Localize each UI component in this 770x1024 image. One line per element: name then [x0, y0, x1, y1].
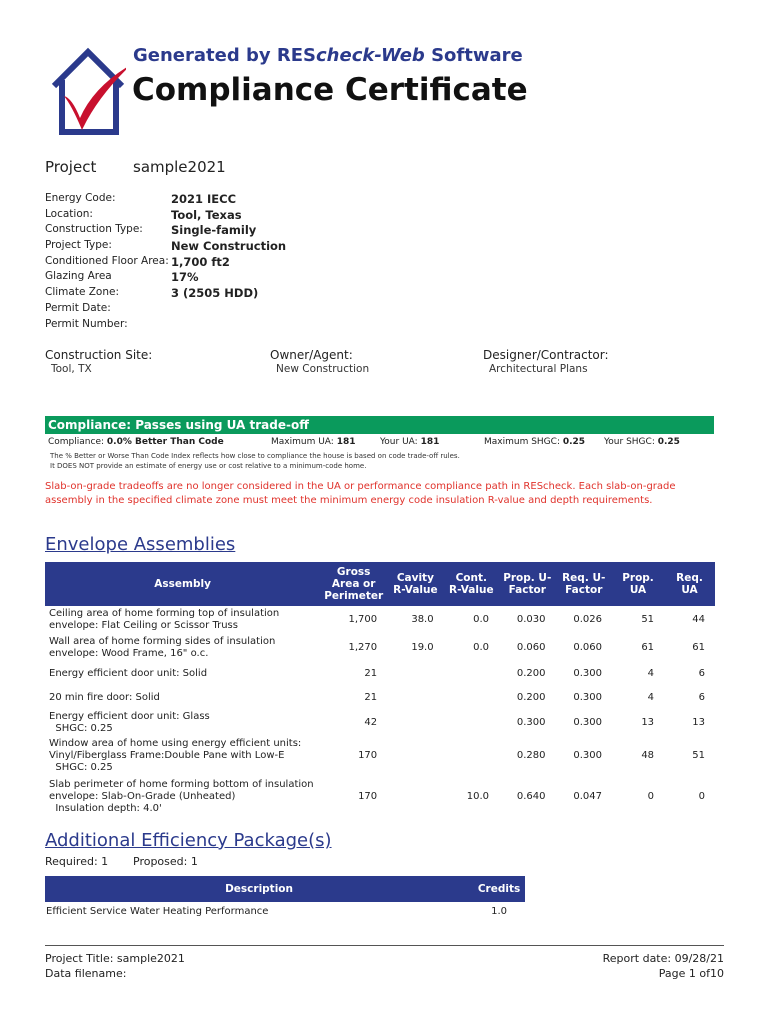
- info-row: [45, 223, 286, 239]
- assembly-line: Window area of home using energy efficient units:: [49, 738, 302, 749]
- table-row: [45, 606, 715, 634]
- cell-cont: [444, 686, 499, 710]
- your-shgc: Your SHGC: 0.25: [604, 437, 680, 447]
- assembly-line: envelope: Slab-On-Grade (Unheated): [49, 791, 236, 802]
- rescheck-logo-icon: [50, 46, 126, 136]
- cell-prop-ua: 61: [641, 642, 655, 653]
- footer-data-filename: Data filename:: [45, 967, 127, 980]
- table-row: [45, 710, 715, 736]
- cell-prop-u: 0.300: [516, 717, 546, 728]
- cell-area: 21: [364, 692, 378, 703]
- cell-prop-u: 0.640: [516, 791, 546, 802]
- cell-cavity: [387, 736, 443, 776]
- maximum-shgc: Maximum SHGC: 0.25: [484, 437, 586, 447]
- info-value: Single-family: [171, 223, 257, 238]
- cell-prop-u: 0.280: [516, 750, 546, 761]
- owner-agent-value: New Construction: [276, 363, 370, 375]
- assembly-line: Energy efficient door unit: Glass: [49, 711, 210, 722]
- cell-req-u: 0.047: [573, 791, 602, 802]
- table-row: [45, 776, 715, 818]
- compliance-note: The % Better or Worse Than Code Index reflects how close to compliance the house is based on code trade-off rules. It DOES NOT provide an estimate of energy use or cost relative to a minimum-code home.: [50, 452, 460, 470]
- cell-cavity: [387, 710, 443, 736]
- table-row: [45, 634, 715, 662]
- cell-req-ua: 6: [698, 668, 705, 679]
- assembly-line: Wall area of home forming sides of insulation: [49, 636, 276, 647]
- designer-contractor-value: Architectural Plans: [489, 363, 588, 375]
- cell-cont: 0.0: [473, 642, 490, 653]
- cell-prop-u: 0.060: [516, 642, 546, 653]
- cell-req-u: 0.060: [573, 642, 602, 653]
- assembly-description: [45, 776, 320, 818]
- required-count: Required: 1: [45, 855, 109, 868]
- info-value: 2021 IECC: [171, 192, 237, 206]
- your-ua: Your UA: 181: [380, 437, 440, 447]
- cell-cavity: [387, 686, 443, 710]
- footer-report-date: Report date: 09/28/21: [602, 952, 724, 965]
- cell-req-u: 0.300: [573, 668, 602, 679]
- assembly-line: SHGC: 0.25: [49, 723, 113, 734]
- cell-area: 1,270: [348, 642, 378, 653]
- cell-prop-ua: 0: [647, 791, 655, 802]
- assembly-description: [45, 686, 320, 710]
- info-row: [45, 255, 286, 271]
- cell-cavity: 38.0: [411, 614, 434, 625]
- generated-by-text: Generated by REScheck-Web Software: [133, 45, 523, 66]
- assembly-line: SHGC: 0.25: [49, 762, 113, 773]
- cell-area: 1,700: [348, 614, 378, 625]
- cell-cont: 0.0: [473, 614, 490, 625]
- assembly-line: Slab perimeter of home forming bottom of insulation: [49, 779, 314, 790]
- cell-req-ua: 6: [698, 692, 705, 703]
- info-value: 1,700 ft2: [171, 254, 230, 269]
- cell-cont: [444, 710, 499, 736]
- assembly-line: envelope: Flat Ceiling or Scissor Truss: [49, 620, 238, 631]
- footer-page-number: Page 1 of10: [658, 967, 724, 980]
- cell-req-u: 0.300: [573, 717, 602, 728]
- info-label: Energy Code:: [45, 192, 116, 204]
- proposed-count: Proposed: 1: [133, 855, 198, 868]
- table-row: [45, 686, 715, 710]
- additional-section-title: Additional Efficiency Package(s): [45, 830, 332, 851]
- cell-prop-ua: 4: [647, 692, 655, 703]
- footer-project-title: Project Title: sample2021: [45, 952, 185, 965]
- envelope-section-title: Envelope Assemblies: [45, 534, 236, 555]
- info-value: 17%: [171, 270, 199, 285]
- project-info: [45, 192, 286, 333]
- assembly-description: [45, 634, 320, 662]
- cell-area: 170: [358, 791, 378, 802]
- info-label: Location:: [45, 207, 93, 220]
- info-value: New Construction: [171, 239, 287, 254]
- assembly-description: [45, 736, 320, 776]
- package-credits: 1.0: [491, 905, 507, 917]
- project-label: Project: [45, 158, 97, 176]
- envelope-table: [45, 562, 715, 818]
- column-header: Assembly: [45, 562, 320, 606]
- table-row: [45, 736, 715, 776]
- assembly-line: Energy efficient door unit: Solid: [49, 668, 208, 679]
- maximum-ua: Maximum UA: 181: [271, 437, 356, 447]
- cell-cavity: 19.0: [411, 642, 434, 653]
- cell-prop-u: 0.200: [516, 692, 546, 703]
- cell-area: 42: [364, 717, 378, 728]
- compliance-banner: Compliance: Passes using UA trade-off: [45, 416, 714, 434]
- construction-site-label: Construction Site:: [45, 348, 153, 362]
- cell-area: 21: [364, 668, 378, 679]
- info-row: [45, 302, 286, 318]
- cell-area: 170: [358, 750, 378, 761]
- cell-req-ua: 13: [692, 717, 705, 728]
- construction-site-value: Tool, TX: [51, 363, 92, 375]
- column-header: Prop. UA: [612, 562, 664, 606]
- assembly-line: envelope: Wood Frame, 16" o.c.: [49, 648, 209, 659]
- owner-agent-label: Owner/Agent:: [270, 348, 353, 362]
- cell-req-ua: 44: [692, 614, 705, 625]
- designer-contractor-label: Designer/Contractor:: [483, 348, 609, 362]
- project-value: sample2021: [133, 158, 226, 176]
- cell-req-u: 0.026: [573, 614, 602, 625]
- column-header: Req. UA: [664, 562, 715, 606]
- assembly-line: 20 min fire door: Solid: [49, 692, 160, 703]
- info-row: [45, 192, 286, 208]
- cell-req-u: 0.300: [573, 692, 602, 703]
- cell-req-ua: 61: [692, 642, 705, 653]
- column-header: Credits: [473, 876, 525, 902]
- info-label: Conditioned Floor Area:: [45, 254, 169, 267]
- cell-prop-ua: 48: [641, 750, 655, 761]
- info-label: Construction Type:: [45, 223, 143, 236]
- additional-package-table: [45, 876, 525, 920]
- column-header: Req. U-Factor: [556, 562, 612, 606]
- info-value: Tool, Texas: [171, 207, 242, 222]
- assembly-description: [45, 606, 320, 634]
- info-row: [45, 270, 286, 286]
- column-header: Gross Area or Perimeter: [320, 562, 387, 606]
- compliance-summary: Compliance: 0.0% Better Than Code: [48, 437, 224, 447]
- page-title: Compliance Certificate: [132, 72, 528, 108]
- cell-prop-ua: 13: [641, 717, 655, 728]
- column-header: Prop. U-Factor: [499, 562, 555, 606]
- cell-cont: 10.0: [466, 791, 490, 802]
- column-header: Cont. R-Value: [444, 562, 499, 606]
- cell-prop-u: 0.200: [516, 668, 546, 679]
- slab-warning: Slab-on-grade tradeoffs are no longer considered in the UA or performance compliance path in REScheck. Each slab-on-grade assembly in the specified climate zone must meet the minimum energy code insulation R-value and depth requirements.: [45, 481, 676, 506]
- info-label: Permit Date:: [45, 301, 111, 314]
- info-row: [45, 208, 286, 224]
- table-row: [45, 662, 715, 686]
- cell-prop-u: 0.030: [516, 614, 546, 625]
- info-row: [45, 318, 286, 334]
- assembly-description: [45, 662, 320, 686]
- cell-prop-ua: 51: [641, 614, 655, 625]
- cell-prop-ua: 4: [647, 668, 655, 679]
- table-row: [45, 902, 525, 920]
- info-label: Climate Zone:: [45, 286, 120, 299]
- cell-req-ua: 0: [698, 791, 705, 802]
- assembly-line: Ceiling area of home forming top of insulation: [49, 608, 280, 619]
- cell-req-ua: 51: [692, 750, 705, 761]
- cell-cavity: [387, 776, 443, 818]
- info-row: [45, 239, 286, 255]
- package-description: Efficient Service Water Heating Performance: [46, 905, 269, 917]
- info-label: Glazing Area: [45, 270, 112, 283]
- assembly-line: Vinyl/Fiberglass Frame:Double Pane with Low-E: [49, 750, 285, 761]
- assembly-description: [45, 710, 320, 736]
- assembly-line: Insulation depth: 4.0': [49, 803, 162, 814]
- footer-divider: [45, 945, 724, 946]
- info-value: 3 (2505 HDD): [171, 286, 259, 301]
- info-label: Permit Number:: [45, 317, 128, 330]
- footer-right: [603, 951, 724, 981]
- cell-cavity: [387, 662, 443, 686]
- info-row: [45, 286, 286, 302]
- column-header: Cavity R-Value: [387, 562, 443, 606]
- info-label: Project Type:: [45, 239, 112, 252]
- cell-req-u: 0.300: [573, 750, 602, 761]
- column-header: Description: [45, 876, 473, 902]
- cell-cont: [444, 662, 499, 686]
- cell-cont: [444, 736, 499, 776]
- footer-left: [45, 951, 185, 981]
